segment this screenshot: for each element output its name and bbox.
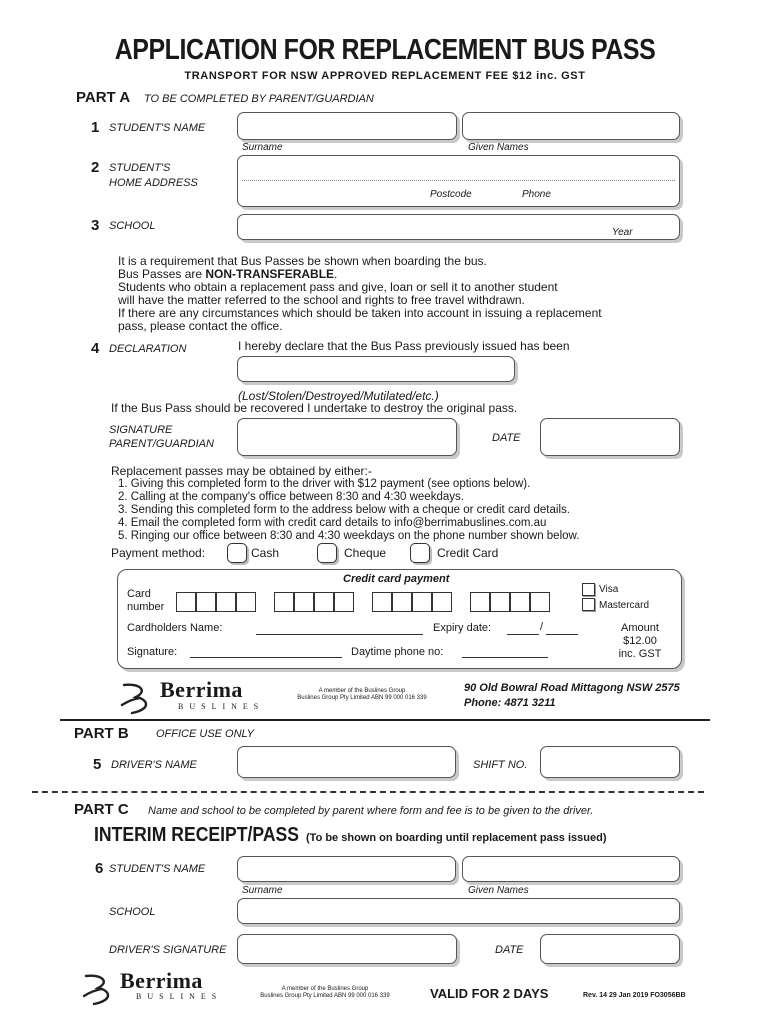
part-a-label: PART A [76, 89, 131, 106]
card-digit[interactable] [216, 592, 236, 612]
q3-label: SCHOOL [109, 220, 156, 232]
q1-number: 1 [91, 119, 100, 136]
member-note-footer: A member of the Buslines Group Buslines Group Pty Limited ABN 99 000 016 339 [260, 986, 390, 999]
page-subtitle: TRANSPORT FOR NSW APPROVED REPLACEMENT FEE $12 inc. GST [184, 70, 586, 82]
cash-checkbox[interactable] [227, 543, 247, 563]
q3-number: 3 [91, 217, 100, 234]
berrima-swirl-icon [80, 970, 118, 1006]
expiry-month-input[interactable] [507, 634, 539, 635]
q4-number: 4 [91, 340, 100, 357]
q4-label: DECLARATION [109, 343, 187, 355]
card-digit[interactable] [432, 592, 452, 612]
part-a-instruction: TO BE COMPLETED BY PARENT/GUARDIAN [144, 93, 374, 105]
option-item: 5. Ringing our office between 8:30 and 4:30 weekdays on the phone number shown below. [118, 530, 580, 542]
parent-signature-field[interactable] [237, 418, 457, 456]
year-caption: Year [612, 227, 633, 238]
interim-receipt-heading: INTERIM RECEIPT/PASS [94, 824, 300, 846]
credit-card-checkbox[interactable] [410, 543, 430, 563]
option-item: 3. Sending this completed form to the address below with a cheque or credit card details. [118, 504, 570, 516]
company-address: 90 Old Bowral Road Mittagong NSW 2575 [464, 682, 680, 694]
card-digit[interactable] [274, 592, 294, 612]
receipt-date-field[interactable] [540, 934, 680, 964]
berrima-swirl-icon [118, 679, 156, 715]
card-digit[interactable] [176, 592, 196, 612]
part-b-divider [60, 719, 710, 721]
bus-pass-info: It is a requirement that Bus Passes be shown when boarding the bus. Bus Passes are NON-TRANSFERABLE. Students who obtain a replacement pass and give, loan or sell it to another student will have the matter referred to the school and rights to free travel withdrawn. If there are any circumstances which should be taken into account in issuing a replacement pass, please contact the office. [118, 254, 602, 333]
credit-card-label: Credit Card [437, 546, 499, 560]
cheque-label: Cheque [344, 546, 387, 560]
cheque-checkbox[interactable] [317, 543, 337, 563]
driver-signature-field[interactable] [237, 934, 457, 964]
receipt-date-label: DATE [495, 944, 524, 956]
signature-label-line2: PARENT/GUARDIAN [109, 438, 214, 450]
q5-label: DRIVER'S NAME [111, 759, 197, 771]
driver-name-field[interactable] [237, 746, 456, 778]
shift-no-label: SHIFT NO. [473, 759, 528, 771]
address-divider [242, 180, 675, 181]
receipt-given-names-field[interactable] [462, 856, 680, 882]
q2-number: 2 [91, 159, 100, 176]
expiry-separator: / [540, 621, 544, 633]
shift-no-field[interactable] [540, 746, 680, 778]
receipt-school-field[interactable] [237, 898, 680, 924]
credit-card-title: Credit card payment [343, 573, 450, 585]
date-label: DATE [492, 432, 521, 444]
card-signature-input[interactable] [190, 657, 342, 658]
card-digit[interactable] [412, 592, 432, 612]
q6-number: 6 [95, 860, 104, 877]
part-b-instruction: OFFICE USE ONLY [156, 728, 255, 740]
phone-caption: Phone [522, 189, 551, 200]
expiry-year-input[interactable] [546, 634, 578, 635]
surname-caption: Surname [242, 142, 283, 153]
declaration-reason-field[interactable] [237, 356, 515, 382]
cash-label: Cash [251, 546, 280, 560]
q1-label: STUDENT'S NAME [109, 122, 206, 134]
daytime-phone-label: Daytime phone no: [351, 646, 444, 658]
part-c-instruction: Name and school to be completed by parent where form and fee is to be given to the driver. [148, 805, 594, 817]
amount-block: Amount $12.00 inc. GST [618, 622, 662, 660]
berrima-logo: Berrima BUSLINES [118, 677, 268, 717]
student-given-names-field[interactable] [462, 112, 680, 140]
receipt-surname-caption: Surname [242, 885, 283, 896]
valid-notice: VALID FOR 2 DAYS [430, 986, 549, 1001]
card-digit[interactable] [314, 592, 334, 612]
card-number-label-2: number [127, 601, 165, 613]
recover-statement: If the Bus Pass should be recovered I undertake to destroy the original pass. [111, 401, 518, 415]
card-digit[interactable] [372, 592, 392, 612]
q5-number: 5 [93, 756, 102, 773]
revision-code: Rev. 14 29 Jan 2019 FO3056BB [583, 992, 686, 999]
given-names-caption: Given Names [468, 142, 529, 153]
expiry-label: Expiry date: [433, 622, 492, 634]
member-note: A member of the Buslines Group Buslines Group Pty Limited ABN 99 000 016 339 [297, 688, 427, 701]
card-digit[interactable] [490, 592, 510, 612]
declaration-hint: (Lost/Stolen/Destroyed/Mutilated/etc.) [238, 389, 439, 403]
card-digit[interactable] [392, 592, 412, 612]
mastercard-checkbox[interactable] [582, 598, 595, 611]
cardholder-label: Cardholders Name: [127, 622, 223, 634]
declaration-text: I hereby declare that the Bus Pass previously issued has been [238, 339, 570, 353]
card-number-label-1: Card [127, 588, 151, 600]
company-phone: Phone: 4871 3211 [464, 697, 556, 709]
q2-label-line1: STUDENT'S [109, 162, 171, 174]
receipt-given-names-caption: Given Names [468, 885, 529, 896]
berrima-logo-footer: Berrima BUSLINES [80, 970, 230, 1010]
card-digit[interactable] [470, 592, 490, 612]
visa-label: Visa [599, 584, 619, 595]
option-item: 4. Email the completed form with credit card details to info@berrimabuslines.com.au [118, 517, 547, 529]
card-digit[interactable] [294, 592, 314, 612]
date-field[interactable] [540, 418, 680, 456]
receipt-surname-field[interactable] [237, 856, 456, 882]
card-digit[interactable] [530, 592, 550, 612]
options-intro: Replacement passes may be obtained by either:- [111, 464, 372, 478]
page-title: APPLICATION FOR REPLACEMENT BUS PASS [114, 34, 656, 66]
card-digit[interactable] [196, 592, 216, 612]
q2-label-line2: HOME ADDRESS [109, 177, 198, 189]
part-b-label: PART B [74, 725, 129, 742]
q6-label: STUDENT'S NAME [109, 863, 206, 875]
cardholder-input[interactable] [256, 634, 423, 635]
student-surname-field[interactable] [237, 112, 457, 140]
postcode-caption: Postcode [430, 189, 472, 200]
driver-signature-label: DRIVER'S SIGNATURE [109, 944, 227, 956]
option-item: 1. Giving this completed form to the driver with $12 payment (see options below). [118, 478, 531, 490]
payment-method-label: Payment method: [111, 546, 206, 560]
card-digit[interactable] [510, 592, 530, 612]
cut-line [32, 791, 704, 793]
card-digit[interactable] [334, 592, 354, 612]
mastercard-label: Mastercard [599, 600, 650, 611]
signature-label-line1: SIGNATURE [109, 424, 173, 436]
receipt-school-label: SCHOOL [109, 906, 156, 918]
visa-checkbox[interactable] [582, 583, 595, 596]
option-item: 2. Calling at the company's office between 8:30 and 4:30 weekdays. [118, 491, 464, 503]
card-digit[interactable] [236, 592, 256, 612]
part-c-label: PART C [74, 801, 129, 818]
options-list [118, 478, 698, 543]
daytime-phone-input[interactable] [462, 657, 548, 658]
card-signature-label: Signature: [127, 646, 178, 658]
interim-receipt-note: (To be shown on boarding until replacement pass issued) [306, 832, 607, 844]
